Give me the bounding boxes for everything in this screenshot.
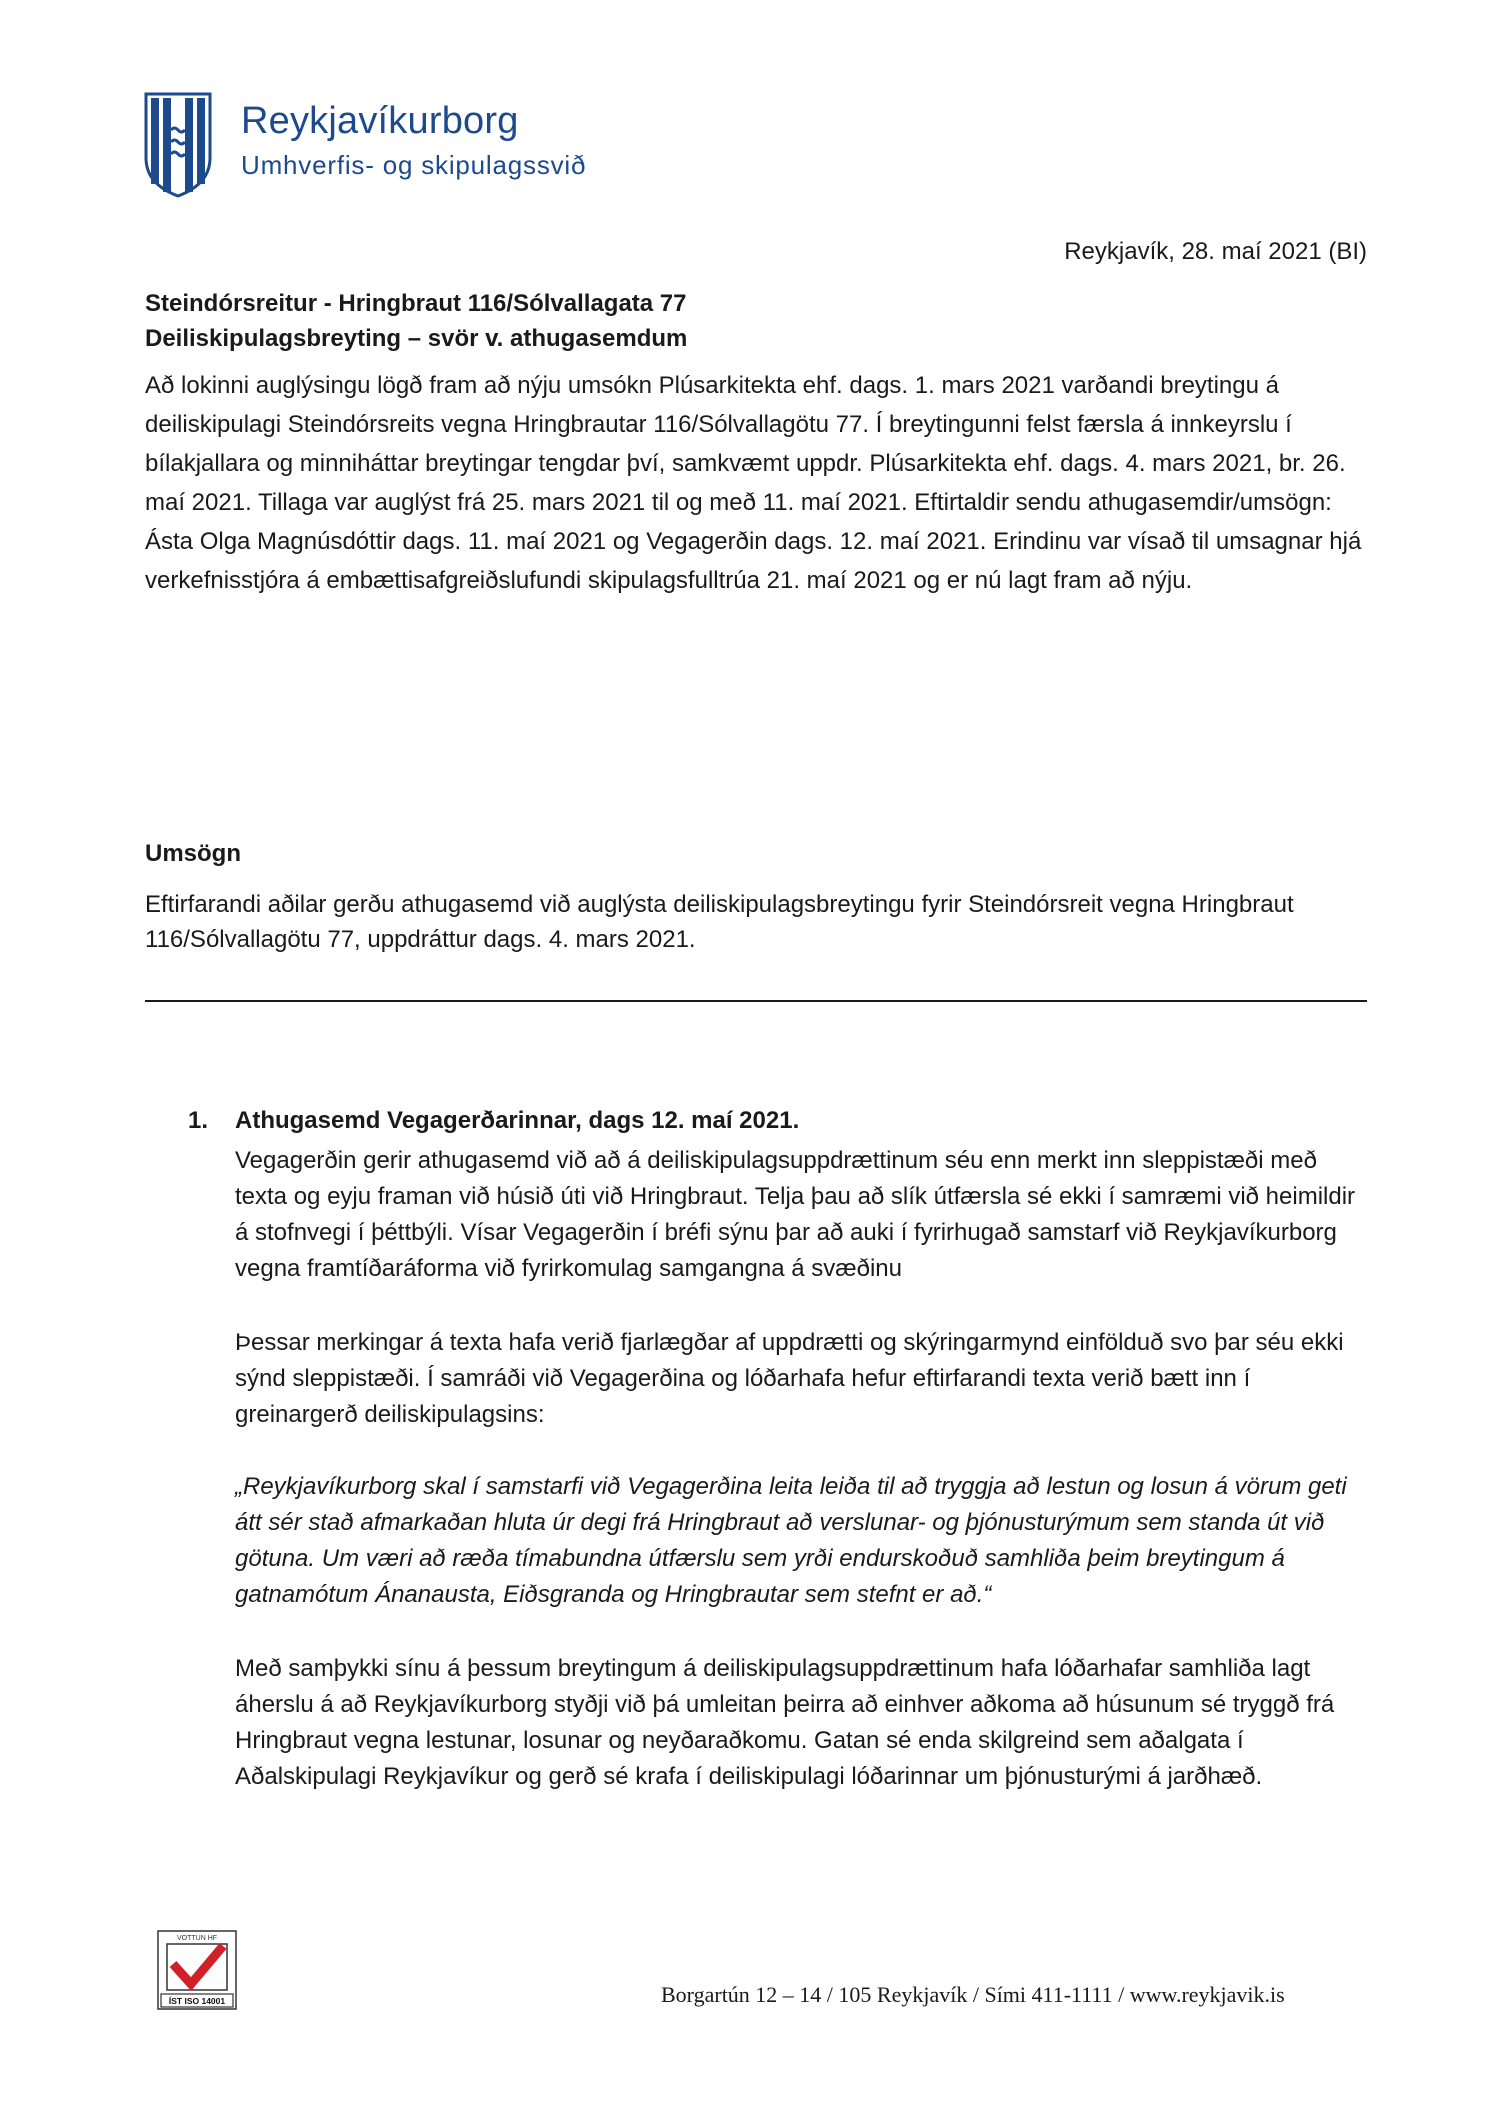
- reykjavik-shield-icon: [143, 92, 213, 198]
- letterhead-logo: [143, 92, 587, 202]
- section-title-umsogn: Umsögn: [145, 840, 241, 867]
- department-name: Umhverfis- og skipulagssvið: [241, 150, 587, 180]
- footer-address: Borgartún 12 – 14 / 105 Reykjavík / Sími 411-1111 / www.reykjavik.is: [661, 1982, 1285, 2007]
- document-date: Reykjavík, 28. maí 2021 (BI): [1064, 238, 1367, 265]
- certification-checkmark-icon: [157, 1930, 237, 2010]
- quoted-text: „Reykjavíkurborg skal í samstarfi við Vegagerðina leita leiða til að tryggja að lestun og losun á vörum geti átt sér stað afmarkaðan hluta úr degi frá Hringbraut að verslunar- og þjónusturýmum sem standa út við götuna. Um væri að ræða tímabundna útfærslu sem yrði endurskoðuð samhliða þeim breytingum á gatnamótum Ánanausta, Eiðsgranda og Hringbrautar sem stefnt er að.“: [235, 1473, 1347, 1608]
- cert-bottom-label: ÍST ISO 14001: [168, 1996, 226, 2006]
- organization-name: Reykjavíkurborg: [241, 100, 519, 142]
- response-paragraph-2: Með samþykki sínu á þessum breytingum á deiliskipulagsuppdrættinum hafa lóðarhafar samhliða lagt áherslu á að Reykjavíkurborg styðji við þá umleitan þeirra að einhver aðkoma að húsunum sé tryggð frá Hringbraut vegna lestunar, losunar og neyðaraðkomu. Gatan sé enda skilgreind sem aðalgata í Aðalskipulagi Reykjavíkur og gerð sé krafa í deiliskipulagi lóðarinnar um þjónusturými á jarðhæð.: [235, 1655, 1335, 1790]
- heading-line-1: Steindórsreitur - Hringbraut 116/Sólvallagata 77: [145, 290, 687, 317]
- heading-line-2: Deiliskipulagsbreyting – svör v. athugasemdum: [145, 325, 688, 352]
- intro-paragraph: Að lokinni auglýsingu lögð fram að nýju umsókn Plúsarkitekta ehf. dags. 1. mars 2021 varðandi breytingu á deiliskipulagi Steindórsreits vegna Hringbrautar 116/Sólvallagötu 77. Í breytingunni felst færsla á innkeyrslu í bílakjallara og minniháttar breytingar tengdar því, samkvæmt uppdr. Plúsarkitekta ehf. dags. 4. mars 2021, br. 26. maí 2021. Tillaga var auglýst frá 25. mars 2021 til og með 11. maí 2021. Eftirtaldir sendu athugasemdir/umsögn: Ásta Olga Magnúsdóttir dags. 11. maí 2021 og Vegagerðin dags. 12. maí 2021. Erindinu var vísað til umsagnar hjá verkefnisstjóra á embættisafgreiðslufundi skipulagsfulltrúa 21. maí 2021 og er nú lagt fram að nýju.: [145, 372, 1362, 594]
- document-heading: [145, 286, 1367, 356]
- section-body-umsogn: Eftirfarandi aðilar gerðu athugasemd við auglýsta deiliskipulagsbreytingu fyrir Steindórsreit vegna Hringbraut 116/Sólvallagötu 77, uppdráttur dags. 4. mars 2021.: [145, 891, 1294, 953]
- horizontal-divider: [145, 1000, 1367, 1002]
- comment-paragraph: Vegagerðin gerir athugasemd við að á deiliskipulagsuppdrættinum séu enn merkt inn sleppistæði með texta og eyju framan við húsið úti við Hringbraut. Telja þau að slík útfærsla sé ekki í samræmi við heimildir á stofnvegi í þéttbýli. Vísar Vegagerðin í bréfi sýnu þar að auki í fyrirhugað samstarf við Reykjavíkurborg vegna framtíðaráforma við fyrirkomulag samgangna á svæðinu: [235, 1147, 1356, 1282]
- cert-top-label: VOTTUN HF: [176, 1935, 218, 1942]
- comment-number: 1.: [188, 1107, 209, 1134]
- response-paragraph: Þessar merkingar á texta hafa verið fjarlægðar af uppdrætti og skýringarmynd einfölduð svo þar séu ekki sýnd sleppistæði. Í samráði við Vegagerðina og lóðarhafa hefur eftirfarandi texta verið bætt inn í greinargerð deiliskipulagsins:: [235, 1329, 1344, 1428]
- comment-title: Athugasemd Vegagerðarinnar, dags 12. maí 2021.: [235, 1107, 800, 1134]
